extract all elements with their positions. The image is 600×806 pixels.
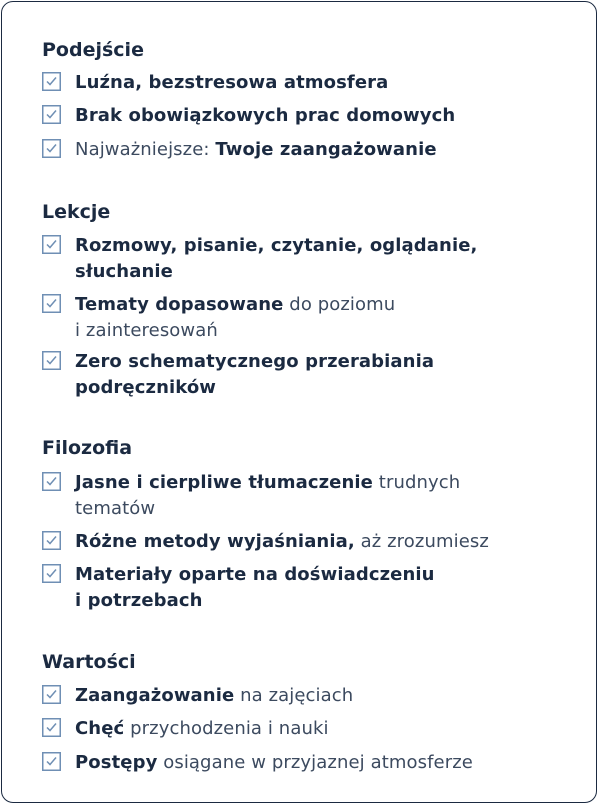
checkbox-checked-icon <box>42 294 61 313</box>
section-title-podejscie: Podejście <box>42 39 144 61</box>
checkbox-checked-icon <box>42 685 61 704</box>
item-text: Rozmowy, pisanie, czytanie, oglądanie, słuchanie <box>75 235 478 282</box>
item-text: Zero schematycznego przerabiania podręczników <box>75 351 435 398</box>
section-title-wartosci: Wartości <box>42 651 136 673</box>
checkbox-checked-icon <box>42 718 61 737</box>
checkbox-checked-icon <box>42 531 61 550</box>
checkbox-checked-icon <box>42 105 61 124</box>
item-text: Tematy dopasowane do poziomu i zainteresowań <box>75 294 396 341</box>
info-card <box>1 1 597 803</box>
checkbox-checked-icon <box>42 564 61 583</box>
item-text: Chęć przychodzenia i nauki <box>75 718 329 739</box>
item-text: Materiały oparte na doświadczeniu i potrzebach <box>75 564 435 611</box>
item-text: Postępy osiągane w przyjaznej atmosferze <box>75 752 473 773</box>
item-text: Brak obowiązkowych prac domowych <box>75 105 456 126</box>
item-text: Najważniejsze: Twoje zaangażowanie <box>75 139 437 160</box>
item-text: Zaangażowanie na zajęciach <box>75 685 354 706</box>
checkbox-checked-icon <box>42 351 61 370</box>
checkbox-checked-icon <box>42 235 61 254</box>
item-text: Luźna, bezstresowa atmosfera <box>75 72 389 93</box>
section-title-lekcje: Lekcje <box>42 201 111 223</box>
item-text: Jasne i cierpliwe tłumaczenie trudnych tematów <box>75 472 461 519</box>
item-text: Różne metody wyjaśniania, aż zrozumiesz <box>75 531 489 552</box>
section-title-filozofia: Filozofia <box>42 437 133 459</box>
checkbox-checked-icon <box>42 72 61 91</box>
checkbox-checked-icon <box>42 472 61 491</box>
checkbox-checked-icon <box>42 752 61 771</box>
checkbox-checked-icon <box>42 139 61 158</box>
